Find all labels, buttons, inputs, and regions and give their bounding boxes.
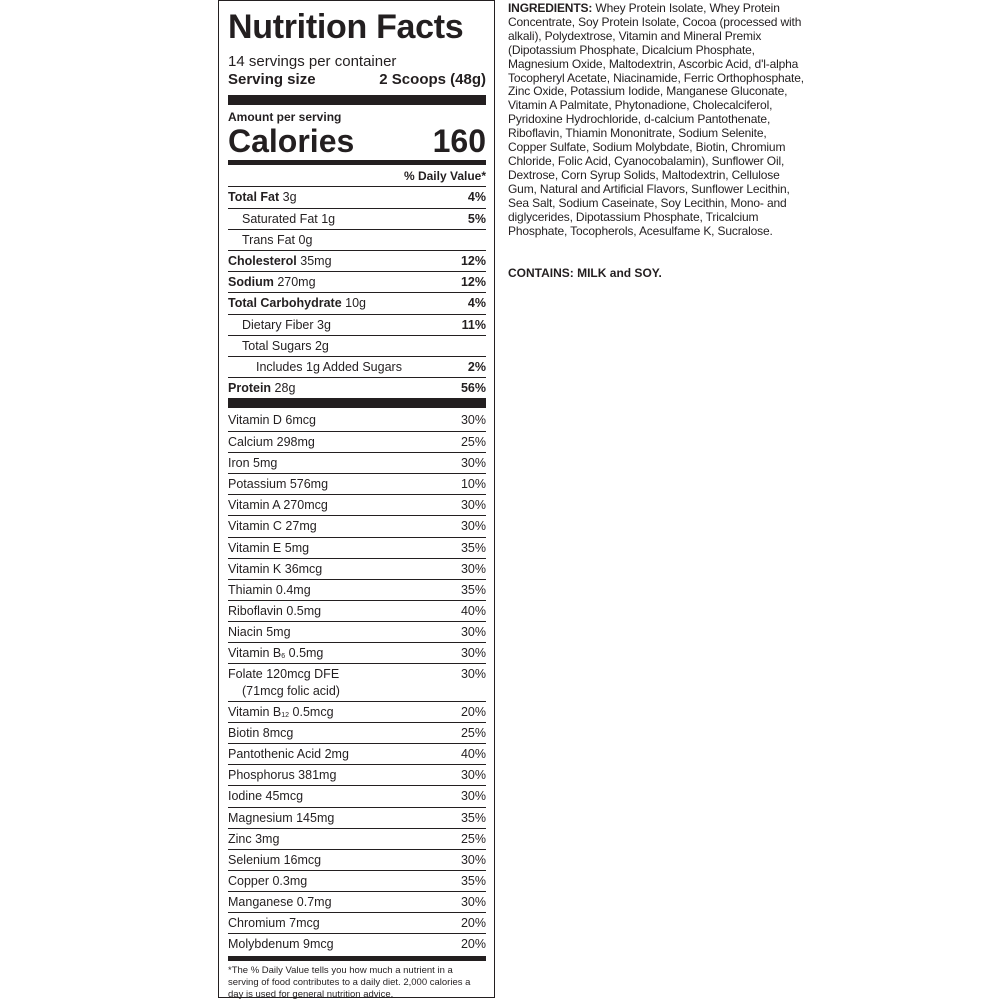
vitamin-text: Selenium 16mcg — [228, 852, 322, 867]
vitamin-dv: 30% — [460, 519, 486, 534]
vitamin-name — [228, 765, 336, 785]
vitamin-row — [228, 870, 486, 891]
vitamin-name — [228, 808, 334, 828]
nutrient-name: Protein — [228, 380, 272, 395]
vitamin-text: Thiamin 0.4mg — [228, 582, 311, 597]
vitamin-name — [228, 410, 316, 431]
vitamin-row — [228, 515, 486, 536]
vitamin-text: Copper 0.3mg — [228, 873, 308, 888]
thick-divider — [228, 95, 486, 105]
nutrient-row-dietary-fiber — [228, 314, 486, 335]
vitamin-text: Biotin 8mcg — [228, 726, 294, 741]
vitamin-row — [228, 452, 486, 473]
ingredients-text: Whey Protein Isolate, Whey Protein Concentrate, Soy Protein Isolate, Cocoa (processed with alkali), Polydextrose, Vitamin and Mineral Premix (Dipotassium Phosphate, Dicalcium Phosphate, Magnesium Oxide, Maltodextrin, Ascorbic Acid, d'l-alpha Tocopheryl Acetate, Niacinamide, Ferric Orthophosphate, Zinc Oxide, Potassium Iodide, Manganese Gluconate, Vitamin A Palmitate, Phytonadione, Cholecalciferol, Pyridoxine Hydrochloride, d-calcium Pantothenate, Riboflavin, Thiamin Mononitrate, Sodium Selenite, Copper Sulfate, Sodium Molybdate, Biotin, Chromium Chloride, Folic Acid, Cyanocobalamin), Sunflower Oil, Dextrose, Corn Syrup Solids, Maltodextrin, Cellulose Gum, Natural and Artificial Flavors, Sunflower Lecithin, Sea Salt, Sodium Caseinate, Soy Lecithin, Mono- and diglycerides, Dipotassium Phosphate, Tricalcium Phosphate, Tocopherols, Acesulfame K, Sucralose. — [508, 1, 804, 238]
vitamin-name — [228, 643, 323, 663]
vitamin-text: Magnesium 145mg — [228, 810, 335, 825]
nutrient-name: Cholesterol — [228, 254, 297, 269]
vitamin-dv: 30% — [460, 624, 486, 639]
calories-value: 160 — [432, 123, 486, 159]
vitamin-row — [228, 558, 486, 579]
vitamin-name — [228, 622, 291, 642]
nutrient-row-sodium — [228, 271, 486, 292]
nutrient-amount: 270mg — [277, 275, 316, 290]
vitamin-dv: 30% — [460, 645, 486, 660]
vitamin-dv: 35% — [460, 540, 486, 555]
vitamin-row — [228, 701, 486, 722]
vitamin-subline: (71mcg folic acid) — [242, 684, 340, 699]
vitamin-dv: 30% — [460, 561, 486, 576]
vitamin-name — [228, 744, 349, 764]
nutrient-row-trans-fat — [228, 229, 486, 250]
vitamin-name — [228, 892, 332, 912]
vitamin-dv: 30% — [460, 768, 486, 783]
nutrient-row-total-carbohydrate — [228, 292, 486, 313]
vitamin-dv: 30% — [460, 456, 486, 471]
vitamin-text: Molybdenum 9mcg — [228, 937, 334, 952]
nutrition-facts-panel — [218, 0, 495, 998]
vitamin-name — [228, 601, 321, 621]
vitamin-text: Potassium 576mg — [228, 477, 329, 492]
vitamin-row — [228, 579, 486, 600]
vitamin-text: Phosphorus 381mg — [228, 768, 337, 783]
vitamin-dv: 35% — [460, 873, 486, 888]
vitamin-amount: 0.5mcg — [289, 705, 334, 720]
vitamin-text: Niacin 5mg — [228, 624, 291, 639]
vitamin-row — [228, 473, 486, 494]
nutrient-dv: 5% — [467, 212, 486, 227]
vitamin-name — [228, 516, 317, 536]
vitamin-dv: 30% — [460, 852, 486, 867]
vitamin-dv: 30% — [460, 667, 486, 682]
vitamin-dv: 20% — [460, 937, 486, 952]
vitamin-row — [228, 431, 486, 452]
vitamin-name — [228, 723, 293, 743]
ingredients-block — [508, 2, 808, 238]
ingredients-label: INGREDIENTS: — [508, 1, 593, 15]
calories-row — [228, 125, 486, 157]
vitamin-name-prefix: Vitamin B — [228, 705, 282, 720]
nutrient-row-added-sugars — [228, 356, 486, 377]
nutrient-amount: 3g — [317, 317, 331, 332]
vitamin-name — [228, 829, 279, 849]
vitamin-text: Riboflavin 0.5mg — [228, 603, 322, 618]
vitamin-text: Manganese 0.7mg — [228, 894, 332, 909]
vitamin-row — [228, 642, 486, 663]
nutrient-row-cholesterol — [228, 250, 486, 271]
vitamin-row — [228, 807, 486, 828]
vitamin-dv: 35% — [460, 582, 486, 597]
vitamin-name — [228, 538, 309, 558]
vitamin-dv: 40% — [460, 603, 486, 618]
vitamin-text: Calcium 298mg — [228, 435, 315, 450]
vitamin-text: Vitamin A 270mcg — [228, 498, 328, 513]
vitamin-dv: 20% — [460, 916, 486, 930]
nutrient-amount: 28g — [274, 380, 296, 395]
allergen-statement: CONTAINS: MILK and SOY. — [508, 266, 662, 280]
nutrient-dv: 11% — [461, 317, 486, 332]
nutrient-dv: 2% — [467, 359, 486, 374]
vitamin-row — [228, 764, 486, 785]
vitamin-text: Iodine 45mcg — [228, 789, 304, 804]
vitamin-row — [228, 891, 486, 912]
vitamin-name — [228, 666, 340, 701]
vitamin-name — [228, 850, 321, 870]
vitamin-name-prefix: Vitamin B — [228, 645, 282, 660]
vitamin-text: Chromium 7mcg — [228, 916, 320, 930]
vitamin-text: Pantothenic Acid 2mg — [228, 747, 349, 762]
nutrient-amount: 35mg — [300, 254, 332, 269]
vitamin-list — [228, 410, 486, 954]
vitamin-row — [228, 537, 486, 558]
vitamin-text: Vitamin D 6mcg — [228, 412, 316, 427]
nutrient-row-total-sugars — [228, 335, 486, 356]
vitamin-dv: 30% — [460, 789, 486, 804]
nutrient-amount: 10g — [345, 296, 367, 311]
nutrient-dv: 4% — [467, 190, 486, 204]
vitamin-row — [228, 663, 486, 701]
nutrient-amount: 1g — [321, 212, 336, 227]
nutrient-name: Total Sugars — [242, 338, 312, 353]
vitamin-dv: 30% — [460, 894, 486, 909]
vitamin-row — [228, 785, 486, 806]
vitamin-row — [228, 912, 486, 933]
vitamin-row — [228, 743, 486, 764]
serving-size-label: Serving size — [228, 71, 316, 88]
vitamin-row — [228, 410, 486, 431]
vitamin-row — [228, 828, 486, 849]
vitamin-name — [228, 453, 277, 473]
nutrient-dv: 12% — [460, 275, 486, 290]
vitamin-dv: 20% — [460, 705, 486, 720]
vitamin-text: Vitamin C 27mg — [228, 519, 317, 534]
daily-value-header: % Daily Value* — [228, 168, 486, 187]
nutrient-name: Dietary Fiber — [242, 317, 314, 332]
medium-divider — [228, 160, 486, 165]
nutrient-name: Trans Fat — [242, 233, 296, 248]
nutrient-row-total-fat — [228, 187, 486, 208]
nutrition-facts-title: Nutrition Facts — [228, 8, 464, 46]
vitamin-row — [228, 494, 486, 515]
vitamin-row — [228, 722, 486, 743]
vitamin-name — [228, 432, 315, 452]
vitamin-text: Vitamin K 36mcg — [228, 561, 323, 576]
nutrient-dv: 4% — [467, 296, 486, 311]
nutrient-dv: 12% — [460, 254, 486, 269]
vitamin-dv: 35% — [460, 810, 486, 825]
vitamin-text: Zinc 3mg — [228, 831, 280, 846]
thick-divider — [228, 398, 486, 408]
calories-label: Calories — [228, 123, 355, 159]
vitamin-amount: 0.5mg — [285, 645, 324, 660]
vitamin-text: Vitamin E 5mg — [228, 540, 310, 555]
vitamin-row — [228, 933, 486, 954]
vitamin-name — [228, 580, 311, 600]
nutrient-amount: 0g — [298, 233, 313, 248]
vitamin-dv: 30% — [460, 412, 486, 427]
nutrient-dv: 56% — [460, 380, 486, 395]
nutrient-amount: 2g — [314, 338, 329, 353]
vitamin-subscript: 12 — [281, 712, 290, 720]
amount-per-serving: Amount per serving — [228, 110, 342, 124]
nutrient-row-saturated-fat — [228, 208, 486, 229]
nutrient-name: Saturated Fat — [242, 212, 318, 227]
vitamin-subscript: 6 — [281, 652, 286, 660]
serving-size-row — [228, 71, 486, 89]
nutrient-row-protein — [228, 377, 486, 398]
vitamin-dv: 25% — [460, 435, 486, 450]
serving-size-value: 2 Scoops (48g) — [379, 71, 486, 88]
vitamin-name — [228, 913, 320, 933]
vitamin-name — [228, 559, 322, 579]
nutrient-amount: 3g — [282, 190, 297, 204]
vitamin-row — [228, 600, 486, 621]
nutrient-name: Includes 1g Added Sugars — [256, 359, 402, 374]
vitamin-dv: 30% — [460, 498, 486, 513]
vitamin-name — [228, 786, 303, 806]
vitamin-dv: 10% — [460, 477, 486, 492]
vitamin-name — [228, 871, 307, 891]
vitamin-text: Folate 120mcg DFE — [228, 667, 340, 682]
nutrient-list — [228, 187, 486, 398]
nutrient-name: Sodium — [228, 275, 274, 290]
daily-value-footnote: *The % Daily Value tells you how much a nutrient in a serving of food contributes to a daily diet. 2,000 calories a day is used for general nutrition advice. — [228, 956, 486, 1000]
vitamin-name — [228, 474, 328, 494]
servings-per-container: 14 servings per container — [228, 53, 397, 70]
vitamin-name — [228, 495, 328, 515]
nutrient-name: Total Fat — [228, 190, 280, 204]
vitamin-row — [228, 621, 486, 642]
vitamin-dv: 25% — [460, 831, 486, 846]
vitamin-row — [228, 849, 486, 870]
vitamin-dv: 40% — [460, 747, 486, 762]
vitamin-name — [228, 702, 334, 722]
vitamin-dv: 25% — [460, 726, 486, 741]
vitamin-text: Iron 5mg — [228, 456, 278, 471]
vitamin-name — [228, 934, 334, 954]
nutrient-name: Total Carbohydrate — [228, 296, 342, 311]
